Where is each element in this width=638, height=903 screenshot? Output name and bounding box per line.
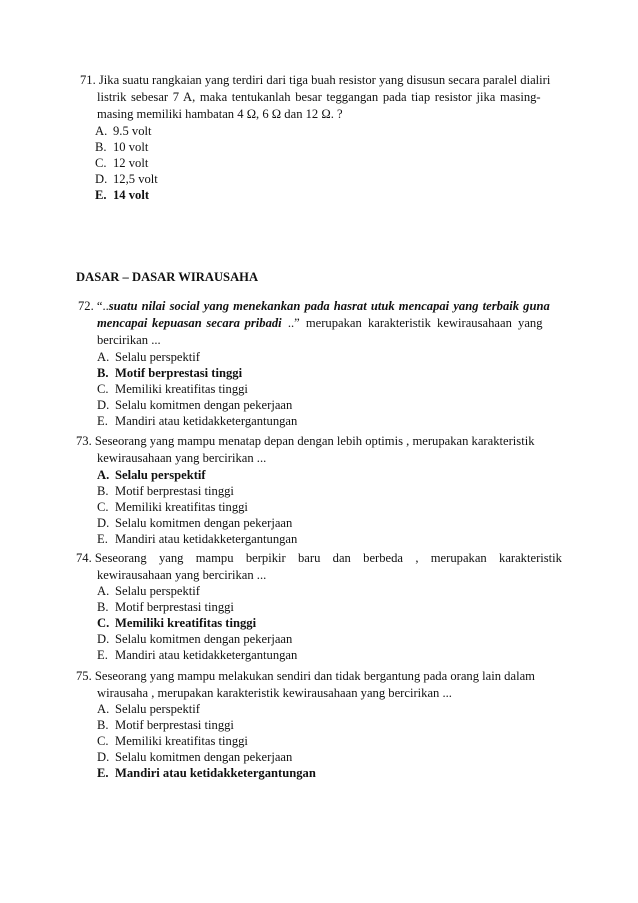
option-text: Motif berprestasi tinggi <box>115 600 234 614</box>
option-letter: C. <box>97 616 110 630</box>
option-letter: C. <box>97 382 109 396</box>
option-letter: A. <box>97 702 110 716</box>
question-71-option-a <box>95 124 151 139</box>
option-text: Selalu komitmen dengan pekerjaan <box>115 632 293 646</box>
option-letter: D. <box>97 516 110 530</box>
question-74-line-2: kewirausahaan yang bercirikan ... <box>97 568 267 582</box>
option-letter: E. <box>97 414 108 428</box>
option-text: 12 volt <box>113 156 149 170</box>
question-72-line-1 <box>78 299 550 314</box>
option-text: Selalu komitmen dengan pekerjaan <box>115 750 293 764</box>
option-text: Mandiri atau ketidakketergantungan <box>115 766 316 780</box>
question-72-italic-quote-2: mencapai kepuasan secara pribadi <box>97 316 282 330</box>
option-text: Selalu perspektif <box>115 702 200 716</box>
option-letter: C. <box>97 500 109 514</box>
option-letter: A. <box>97 468 110 482</box>
option-text: Selalu komitmen dengan pekerjaan <box>115 398 293 412</box>
question-73-line-1: 73. Seseorang yang mampu menatap depan dengan lebih optimis , merupakan karakteristik <box>76 434 535 448</box>
option-letter: D. <box>97 750 110 764</box>
question-73-option-e <box>97 532 297 547</box>
option-letter: A. <box>97 584 110 598</box>
option-letter: E. <box>97 532 108 546</box>
option-text: Mandiri atau ketidakketergantungan <box>115 648 298 662</box>
question-75-option-c <box>97 734 248 749</box>
question-73-option-d <box>97 516 292 531</box>
word: karakteristik <box>499 551 562 565</box>
option-letter: D. <box>95 172 108 186</box>
option-text: 9.5 volt <box>113 124 152 138</box>
option-text: Selalu perspektif <box>115 584 200 598</box>
question-75-option-b <box>97 718 234 733</box>
question-73-line-2: kewirausahaan yang bercirikan ... <box>97 451 267 465</box>
question-72-line-2 <box>97 316 543 331</box>
option-letter: D. <box>97 398 110 412</box>
question-71-line-1: 71. Jika suatu rangkaian yang terdiri dari tiga buah resistor yang disusun secara paralel dialiri <box>80 73 551 87</box>
question-72-option-d <box>97 398 292 413</box>
word: berbeda <box>363 551 404 565</box>
option-letter: B. <box>97 600 109 614</box>
question-73-option-a-answer <box>97 468 206 483</box>
option-text: 10 volt <box>113 140 149 154</box>
question-71-line-2: listrik sebesar 7 A, maka tentukanlah besar teggangan pada tiap resistor jika masing- <box>97 90 541 104</box>
option-letter: A. <box>95 124 108 138</box>
option-letter: E. <box>97 766 109 780</box>
option-text: Mandiri atau ketidakketergantungan <box>115 414 298 428</box>
question-74-option-a <box>97 584 200 599</box>
option-text: 14 volt <box>113 188 150 202</box>
option-letter: C. <box>97 734 109 748</box>
option-text: Selalu perspektif <box>115 350 200 364</box>
option-letter: C. <box>95 156 107 170</box>
question-72-option-b-answer <box>97 366 242 381</box>
option-text: Selalu komitmen dengan pekerjaan <box>115 516 293 530</box>
option-text: Motif berprestasi tinggi <box>115 366 243 380</box>
option-text: Memiliki kreatifitas tinggi <box>115 382 248 396</box>
question-72-prefix: 72. “.. <box>78 299 109 313</box>
option-text: Motif berprestasi tinggi <box>115 718 234 732</box>
question-74-option-d <box>97 632 292 647</box>
option-letter: B. <box>97 718 109 732</box>
word: , <box>415 551 419 565</box>
word: yang <box>158 551 184 565</box>
option-text: 12,5 volt <box>113 172 158 186</box>
option-letter: B. <box>97 366 109 380</box>
option-text: Memiliki kreatifitas tinggi <box>115 734 248 748</box>
option-letter: D. <box>97 632 110 646</box>
option-letter: B. <box>97 484 109 498</box>
option-letter: A. <box>97 350 110 364</box>
word: dan <box>332 551 351 565</box>
question-75-option-e-answer <box>97 766 316 781</box>
question-72-option-e <box>97 414 297 429</box>
question-75-option-d <box>97 750 292 765</box>
word: baru <box>297 551 321 565</box>
question-74-option-c-answer <box>97 616 256 631</box>
question-75-option-a <box>97 702 200 717</box>
option-letter: E. <box>95 188 107 202</box>
word: mampu <box>195 551 234 565</box>
option-letter: B. <box>95 140 107 154</box>
question-72-option-c <box>97 382 248 397</box>
question-75-line-2: wirausaha , merupakan karakteristik kewirausahaan yang bercirikan ... <box>97 686 452 700</box>
question-73-option-c <box>97 500 248 515</box>
option-text: Motif berprestasi tinggi <box>115 484 234 498</box>
question-71-option-b <box>95 140 148 155</box>
option-text: Memiliki kreatifitas tinggi <box>115 500 248 514</box>
question-71-option-d <box>95 172 158 187</box>
question-74-line-1 <box>76 551 562 566</box>
question-71-option-e-answer <box>95 188 149 203</box>
option-text: Mandiri atau ketidakketergantungan <box>115 532 298 546</box>
question-71-option-c <box>95 156 148 171</box>
question-72-option-a <box>97 350 200 365</box>
question-72-italic-quote-1: suatu nilai social yang menekankan pada hasrat utuk mencapai yang terbaik guna <box>108 299 550 313</box>
option-text: Memiliki kreatifitas tinggi <box>115 616 257 630</box>
option-text: Selalu perspektif <box>115 468 206 482</box>
section-heading: DASAR – DASAR WIRAUSAHA <box>76 270 259 284</box>
question-72-line-2-rest: ..” merupakan karakteristik kewirausahaan yang <box>281 316 543 330</box>
option-letter: E. <box>97 648 108 662</box>
question-74-option-b <box>97 600 234 615</box>
question-72-line-3: bercirikan ... <box>97 333 161 347</box>
word: merupakan <box>430 551 487 565</box>
word: 74. Seseorang <box>76 551 147 565</box>
question-73-option-b <box>97 484 234 499</box>
word: berpikir <box>245 551 286 565</box>
question-75-line-1: 75. Seseorang yang mampu melakukan sendiri dan tidak bergantung pada orang lain dalam <box>76 669 535 683</box>
question-74-option-e <box>97 648 297 663</box>
question-71-line-3: masing memiliki hambatan 4 Ω, 6 Ω dan 12 Ω. ? <box>97 107 343 121</box>
